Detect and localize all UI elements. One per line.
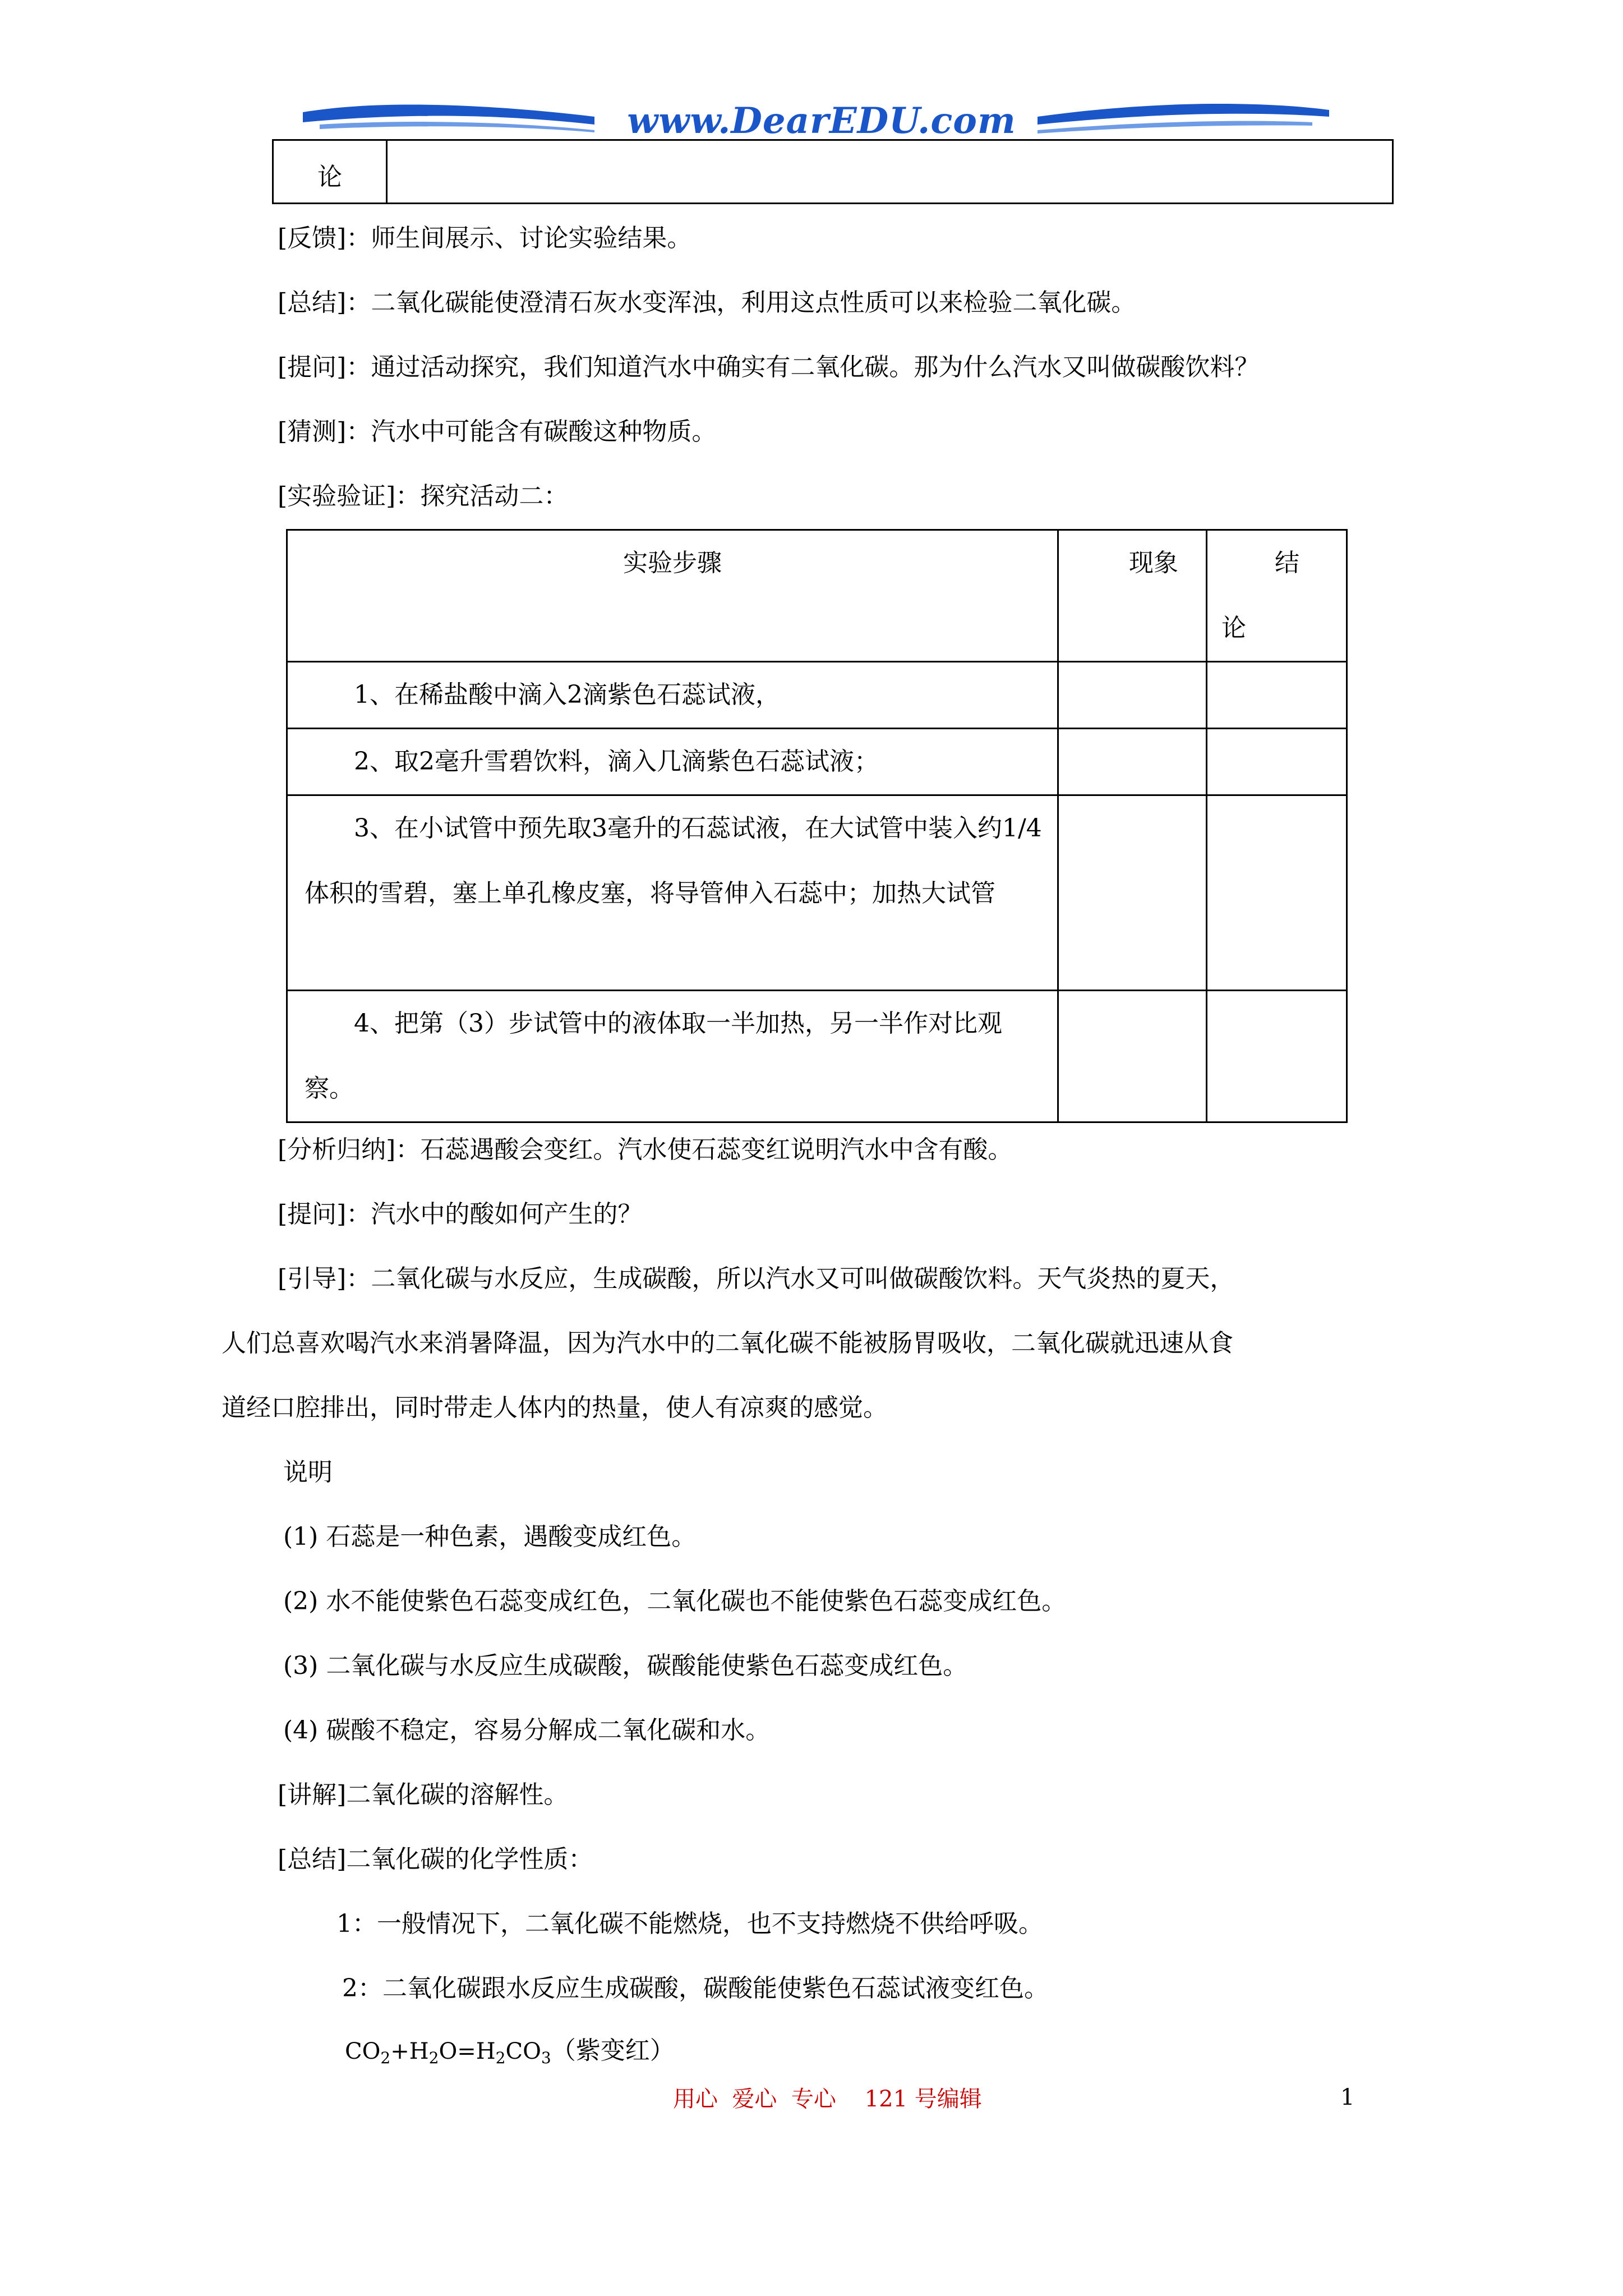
header-conclusion	[1207, 530, 1347, 662]
feedback-paragraph: [反馈]：师生间展示、讨论实验结果。	[278, 224, 692, 252]
note-1: (1) 石蕊是一种色素，遇酸变成红色。	[283, 1522, 697, 1551]
observation-cell	[1058, 795, 1207, 991]
chemical-properties-heading: [总结]二氧化碳的化学性质：	[278, 1845, 593, 1874]
table-row	[287, 991, 1347, 1122]
table-divider	[386, 141, 388, 203]
guide-paragraph-line-3: 道经口腔排出，同时带走人体内的热量，使人有凉爽的感觉。	[222, 1393, 888, 1422]
table-header-row	[287, 530, 1347, 662]
property-1: 1：一般情况下，二氧化碳不能燃烧，也不支持燃烧不供给呼吸。	[336, 1910, 1043, 1938]
table-row	[287, 795, 1347, 991]
equation-subscript: 2	[428, 2049, 439, 2067]
footer-text: 用心 爱心 专心 121 号编辑	[673, 2086, 982, 2112]
header-conclusion-line-1: 结	[1275, 549, 1299, 577]
equation-note: （紫变红）	[551, 2036, 675, 2065]
note-2: (2) 水不能使紫色石蕊变成红色，二氧化碳也不能使紫色石蕊变成红色。	[283, 1587, 1067, 1616]
page-number: 1	[1340, 2085, 1355, 2110]
conclusion-cell	[1207, 662, 1347, 729]
header-observation: 现象	[1058, 530, 1207, 662]
guess-paragraph: [猜测]：汽水中可能含有碳酸这种物质。	[278, 417, 717, 446]
observation-cell	[1058, 662, 1207, 729]
equation-subscript: 2	[380, 2049, 391, 2067]
step-cell: 4、把第（3）步试管中的液体取一半加热，另一半作对比观察。	[287, 991, 1058, 1122]
step-cell: 1、在稀盐酸中滴入2滴紫色石蕊试液，	[287, 662, 1058, 729]
header-step: 实验步骤	[287, 530, 1058, 662]
conclusion-cell	[1207, 991, 1347, 1122]
guide-paragraph-line-2: 人们总喜欢喝汽水来消暑降温，因为汽水中的二氧化碳不能被肠胃吸收，二氧化碳就迅速从食	[222, 1329, 1233, 1358]
note-3: (3) 二氧化碳与水反应生成碳酸，碳酸能使紫色石蕊变成红色。	[283, 1651, 968, 1680]
guide-paragraph-line-1: [引导]：二氧化碳与水反应，生成碳酸，所以汽水又可叫做碳酸饮料。天气炎热的夏天，	[278, 1264, 1235, 1293]
table-row	[287, 729, 1347, 795]
observation-cell	[1058, 729, 1207, 795]
summary-paragraph: [总结]：二氧化碳能使澄清石灰水变浑浊，利用这点性质可以来检验二氧化碳。	[278, 288, 1136, 317]
observation-cell	[1058, 991, 1207, 1122]
note-4: (4) 碳酸不稳定，容易分解成二氧化碳和水。	[283, 1716, 771, 1745]
experiment-verification-heading: [实验验证]：探究活动二：	[278, 482, 569, 510]
analysis-paragraph: [分析归纳]：石蕊遇酸会变红。汽水使石蕊变红说明汽水中含有酸。	[278, 1135, 1013, 1164]
property-2: 2：二氧化碳跟水反应生成碳酸，碳酸能使紫色石蕊试液变红色。	[342, 1974, 1049, 2003]
logo-text: www.DearEDU.com	[627, 100, 1016, 142]
continued-table	[272, 139, 1394, 204]
question-paragraph-2: [提问]：汽水中的酸如何产生的？	[278, 1200, 643, 1228]
header-conclusion-line-2: 论	[1221, 614, 1246, 642]
equation-part: CO	[505, 2039, 541, 2064]
chemical-equation	[345, 2035, 675, 2067]
equation-part: +H	[390, 2039, 429, 2064]
table-row	[287, 662, 1347, 729]
equation-part: CO	[345, 2039, 381, 2064]
step-cell: 2、取2毫升雪碧饮料，滴入几滴紫色石蕊试液；	[287, 729, 1058, 795]
conclusion-cell	[1207, 729, 1347, 795]
equation-subscript: 2	[495, 2049, 506, 2067]
equation-part: O=H	[439, 2039, 496, 2064]
step-cell: 3、在小试管中预先取3毫升的石蕊试液，在大试管中装入约1/4体积的雪碧，塞上单孔橡皮塞，将导管伸入石蕊中；加热大试管	[287, 795, 1058, 991]
question-paragraph: [提问]：通过活动探究，我们知道汽水中确实有二氧化碳。那为什么汽水又叫做碳酸饮料？	[278, 353, 1260, 381]
explanation-heading: 说明	[283, 1458, 333, 1487]
table-cell: 论	[317, 163, 342, 191]
experiment-table	[286, 529, 1348, 1123]
lecture-paragraph: [讲解]二氧化碳的溶解性。	[278, 1780, 569, 1809]
conclusion-cell	[1207, 795, 1347, 991]
equation-subscript: 3	[541, 2049, 551, 2067]
